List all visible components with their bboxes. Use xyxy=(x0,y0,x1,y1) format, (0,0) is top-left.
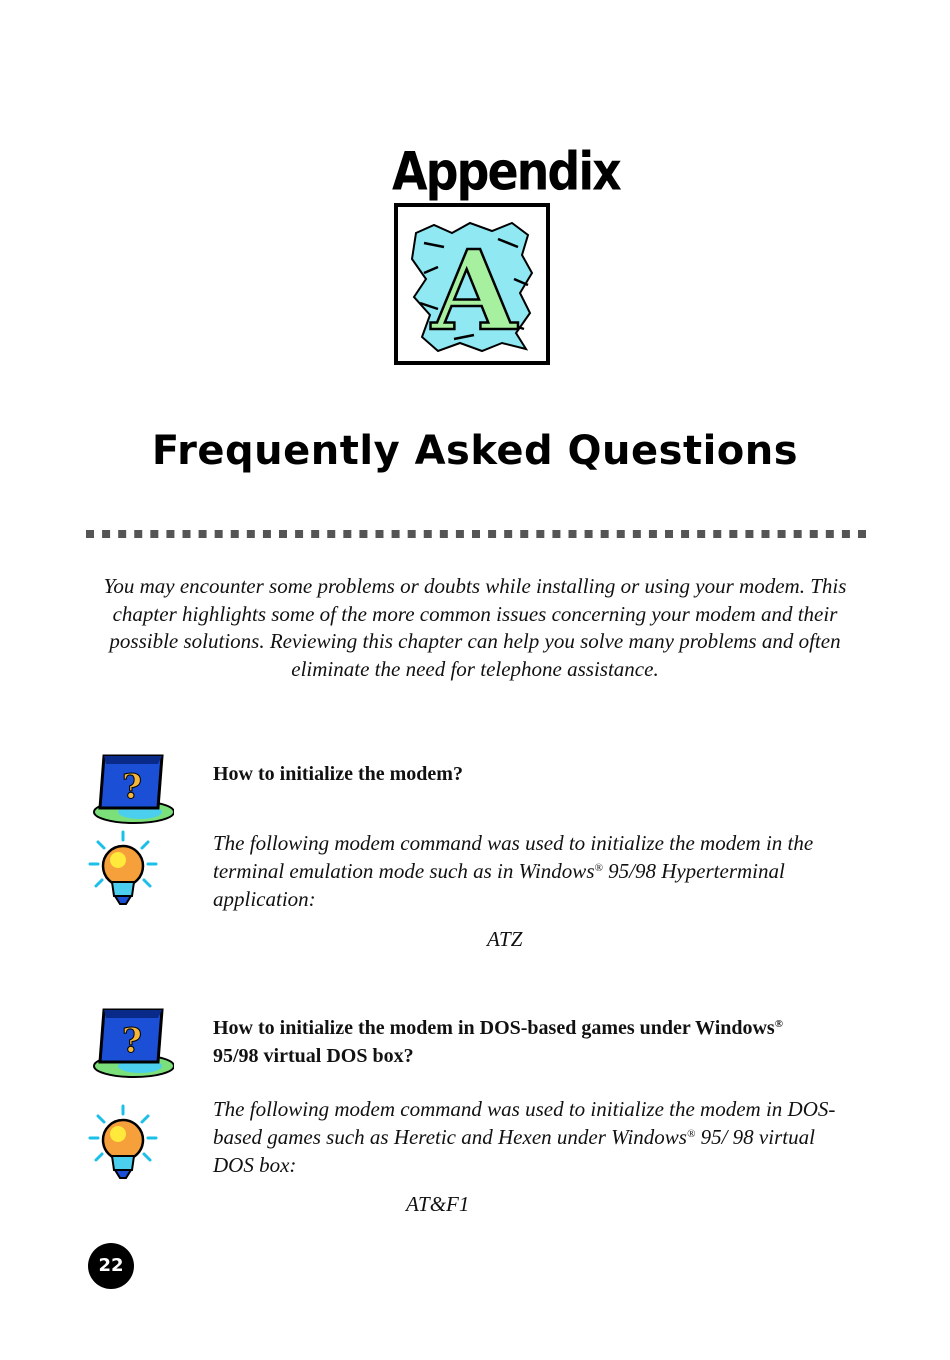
divider-dot xyxy=(488,530,496,538)
divider-dot xyxy=(311,530,319,538)
divider-dot xyxy=(745,530,753,538)
divider-dot xyxy=(86,530,94,538)
divider-dot xyxy=(102,530,110,538)
appendix-label: Appendix xyxy=(392,140,620,203)
divider-dot xyxy=(697,530,705,538)
intro-paragraph: You may encounter some problems or doubts while installing or using your modem. This chapter highlights some of the more common issues concerning your modem and their possible solutions. Reviewing this chapter can help you solve many problems and often eliminate the need for telephone assistance. xyxy=(103,574,847,681)
divider-dot xyxy=(552,530,560,538)
divider-dot xyxy=(134,530,142,538)
divider-dot xyxy=(585,530,593,538)
faq-answer-1: The following modem command was used to initialize the modem in the terminal emulation mode such as in Windows® 95/98 Hyperterminal application: xyxy=(213,831,814,911)
divider-dot xyxy=(263,530,271,538)
divider-dot xyxy=(665,530,673,538)
appendix-letter-badge xyxy=(394,203,550,365)
divider-dot xyxy=(778,530,786,538)
page-number: 22 xyxy=(88,1243,134,1289)
question-monitor-icon xyxy=(88,752,174,824)
divider-dot xyxy=(279,530,287,538)
divider-dot xyxy=(858,530,866,538)
divider-dot xyxy=(681,530,689,538)
faq-question-1: How to initialize the modem? xyxy=(213,763,463,785)
divider-dot xyxy=(343,530,351,538)
svg-text:?: ? xyxy=(122,1021,142,1061)
divider-dot xyxy=(440,530,448,538)
divider-dot xyxy=(713,530,721,538)
appendix-letter: A xyxy=(431,226,517,355)
divider-dot xyxy=(810,530,818,538)
divider-dot xyxy=(794,530,802,538)
divider-dot xyxy=(359,530,367,538)
divider-dot xyxy=(520,530,528,538)
divider-dot xyxy=(183,530,191,538)
lightbulb-icon xyxy=(88,830,158,910)
dotted-divider xyxy=(86,530,866,538)
divider-dot xyxy=(376,530,384,538)
faq-command-2: AT&F1 xyxy=(406,1192,470,1216)
divider-dot xyxy=(247,530,255,538)
lightbulb-icon xyxy=(88,1104,158,1184)
divider-dot xyxy=(215,530,223,538)
divider-dot xyxy=(729,530,737,538)
divider-dot xyxy=(504,530,512,538)
divider-dot xyxy=(295,530,303,538)
divider-dot xyxy=(633,530,641,538)
faq-answer-2: The following modem command was used to initialize the modem in DOS-based games such as Heretic and Hexen under Windows® 95/ 98 virtual DOS box: xyxy=(213,1097,836,1177)
divider-dot xyxy=(472,530,480,538)
divider-dot xyxy=(424,530,432,538)
divider-dot xyxy=(199,530,207,538)
divider-dot xyxy=(842,530,850,538)
divider-dot xyxy=(150,530,158,538)
divider-dot xyxy=(649,530,657,538)
divider-dot xyxy=(617,530,625,538)
divider-dot xyxy=(327,530,335,538)
divider-dot xyxy=(826,530,834,538)
divider-dot xyxy=(601,530,609,538)
question-monitor-icon xyxy=(88,1006,174,1078)
divider-dot xyxy=(118,530,126,538)
divider-dot xyxy=(408,530,416,538)
page-title: Frequently Asked Questions xyxy=(151,428,799,474)
divider-dot xyxy=(536,530,544,538)
faq-question-2: How to initialize the modem in DOS-based games under Windows® 95/98 virtual DOS box? xyxy=(213,1017,783,1067)
faq-command-1: ATZ xyxy=(487,927,523,951)
divider-dot xyxy=(762,530,770,538)
svg-text:?: ? xyxy=(122,767,142,807)
divider-dot xyxy=(456,530,464,538)
divider-dot xyxy=(569,530,577,538)
divider-dot xyxy=(392,530,400,538)
divider-dot xyxy=(231,530,239,538)
divider-dot xyxy=(166,530,174,538)
